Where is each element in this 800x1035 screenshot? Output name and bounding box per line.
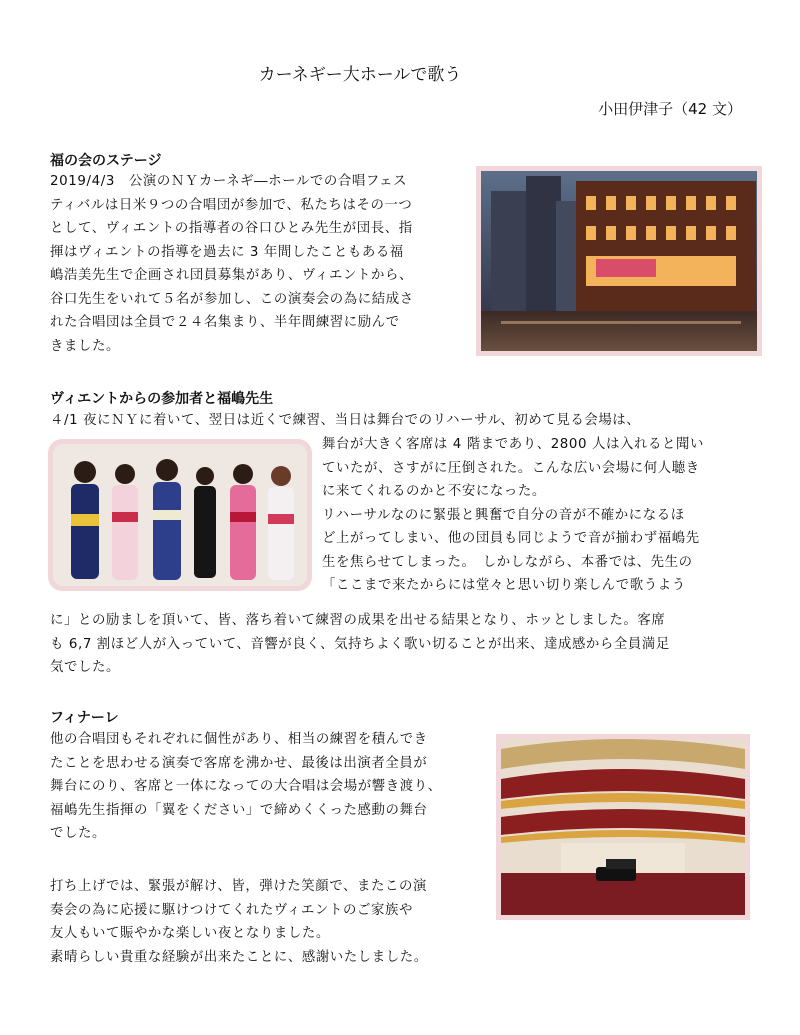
- paragraph-line: リハーサルなのに緊張と興奮で自分の音が不確かになるほ: [322, 507, 685, 523]
- section-heading-finale: フィナーレ: [50, 710, 119, 726]
- section-body-afterparty: [50, 875, 428, 969]
- carnegie-hall-exterior-photo: [476, 166, 762, 356]
- paragraph-line: 打ち上げでは、緊張が解け、皆，弾けた笑顔で、またこの演: [50, 879, 427, 894]
- paragraph-line: 舞台が大きく客席は 4 階まであり、2800 人は入れると聞い: [322, 437, 704, 452]
- paragraph-line: ていたが、さすがに圧倒された。こんな広い会場に何人聴き: [322, 460, 700, 476]
- paragraph-line: 生を焦らせてしまった。 しかしながら、本番では、先生の: [322, 554, 693, 570]
- section-first-line-participants: ４/1 夜にＮＹに着いて、翌日は近くで練習、当日は舞台でのリハーサル、初めて見る会場は、: [50, 413, 641, 428]
- article-title: カーネギー大ホールで歌う: [258, 65, 462, 85]
- paragraph-line: ティバルは日米９つの合唱団が参加で、私たちはその一つ: [50, 197, 413, 213]
- paragraph-line: 気でした。: [50, 660, 120, 675]
- section-body-finale: [50, 728, 442, 846]
- paragraph-line: 他の合唱団もそれぞれに個性があり、相当の練習を積んでき: [50, 732, 428, 747]
- paragraph-line: 嶋浩美先生で企画され団員募集があり、ヴィエントから、: [50, 268, 413, 283]
- paragraph-line: も 6,7 割ほど人が入っていて、音響が良く、気持ちよく歌い切ることが出来、達成感から全員満足: [50, 636, 670, 652]
- paragraph-line: れた合唱団は全員で２４名集まり、半年間練習に励んで: [50, 315, 400, 330]
- paragraph-line: 谷口先生をいれて５名が参加し、この演奏会の為に結成さ: [50, 291, 414, 307]
- paragraph-line: きました。: [50, 338, 120, 354]
- paragraph-line: 舞台にのり、客席と一体になっての大合唱は会場が響き渡り、: [50, 779, 442, 794]
- paragraph-line: でした。: [50, 826, 106, 841]
- paragraph-line: ど上がってしまい、他の団員も同じようで音が揃わず福嶋先: [322, 531, 700, 546]
- section-heading-participants: ヴィエントからの参加者と福嶋先生: [50, 391, 274, 407]
- carnegie-hall-interior-photo: [496, 734, 750, 920]
- paragraph-line: たことを思わせる演奏で客席を沸かせ、最後は出演者全員が: [50, 755, 428, 771]
- paragraph-line: 揮はヴィエントの指導を過去に 3 年間したこともある福: [50, 244, 404, 260]
- carnegie-hall-exterior-image: [481, 171, 757, 351]
- section-body-stage: [50, 170, 414, 358]
- section-body-participants-full: [50, 609, 670, 680]
- group-photo-image: [53, 444, 307, 586]
- paragraph-line: 「ここまで来たからには堂々と思い切り楽しんで歌うよう: [322, 578, 686, 593]
- paragraph-line: として、ヴィエントの指導者の谷口ひとみ先生が団長、指: [50, 221, 413, 236]
- section-heading-stage: 福の会のステージ: [50, 153, 162, 169]
- author-name: 小田伊津子（42 文）: [598, 100, 742, 118]
- paragraph-line: 2019/4/3 公演のＮＹカーネギ―ホールでの合唱フェス: [50, 174, 408, 189]
- paragraph-line: 友人もいて賑やかな楽しい夜となりました。: [50, 926, 330, 941]
- paragraph-line: 素晴らしい貴重な経験が出来たことに、感謝いたしました。: [50, 949, 428, 965]
- paragraph-line: に来てくれるのかと不安になった。: [322, 484, 546, 499]
- section-body-participants-right: [322, 433, 704, 598]
- paragraph-line: に」との励ましを頂いて、皆、落ち着いて練習の成果を出せる結果となり、ホッとしました。客席: [50, 613, 666, 628]
- paragraph-line: 福嶋先生指揮の「翼をください」で締めくくった感動の舞台: [50, 802, 428, 818]
- carnegie-hall-interior-image: [501, 739, 745, 915]
- paragraph-line: 奏会の為に応援に駆けつけてくれたヴィエントのご家族や: [50, 902, 413, 918]
- group-photo: [48, 439, 312, 591]
